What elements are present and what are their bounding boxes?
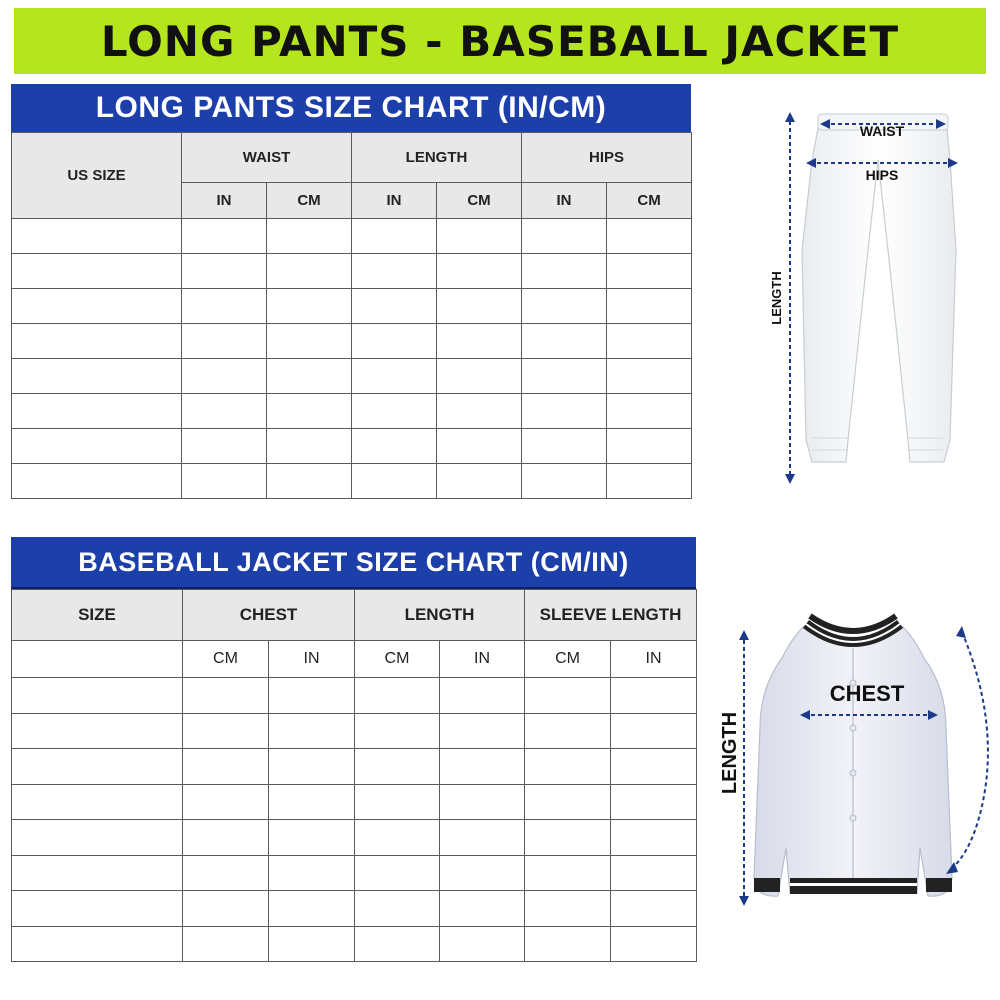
value-cell [182,359,267,394]
value-cell [269,784,355,820]
unit-header: IN [182,183,267,219]
value-cell [437,359,522,394]
table-row [12,926,697,962]
pants-table-body [12,219,692,499]
value-cell [607,324,692,359]
value-cell [522,254,607,289]
value-cell [183,784,269,820]
table-row [12,429,692,464]
value-cell [355,926,440,962]
value-cell [267,429,352,464]
chest-label: CHEST [829,681,905,706]
table-row [12,891,697,927]
pants-chart-title: LONG PANTS SIZE CHART (IN/CM) [11,84,691,132]
value-cell [440,784,525,820]
banner-title: LONG PANTS - BASEBALL JACKET [100,16,900,66]
value-cell [352,289,437,324]
size-cell [12,254,182,289]
value-cell [522,324,607,359]
value-cell [437,289,522,324]
value-cell [182,394,267,429]
value-cell [611,749,697,785]
value-cell [267,394,352,429]
value-cell [355,891,440,927]
unit-header: CM [437,183,522,219]
value-cell [352,394,437,429]
value-cell [437,324,522,359]
table-row [12,394,692,429]
value-cell [182,324,267,359]
unit-header: CM [525,641,611,678]
value-cell [352,464,437,499]
arrow-down-icon [739,896,749,906]
value-cell [352,429,437,464]
table-row [12,713,697,749]
value-cell [437,254,522,289]
table-row [12,678,697,714]
value-cell [611,855,697,891]
value-cell [440,855,525,891]
arrow-up-icon [785,112,795,122]
value-cell [440,713,525,749]
value-cell [355,749,440,785]
value-cell [437,394,522,429]
value-cell [267,289,352,324]
size-cell [12,324,182,359]
value-cell [183,926,269,962]
size-cell [12,713,183,749]
value-cell [607,464,692,499]
value-cell [440,820,525,856]
value-cell [182,464,267,499]
value-cell [611,820,697,856]
size-cell [12,359,182,394]
value-cell [611,784,697,820]
unit-header: IN [611,641,697,678]
jacket-size-header: SIZE [12,590,183,641]
arrow-up-icon [739,630,749,640]
value-cell [267,324,352,359]
value-cell [611,678,697,714]
unit-header: CM [183,641,269,678]
value-cell [267,359,352,394]
size-cell [12,820,183,856]
table-row [12,219,692,254]
value-cell [269,749,355,785]
jacket-figure [712,598,997,918]
size-cell [12,429,182,464]
value-cell [437,429,522,464]
unit-header: IN [522,183,607,219]
value-cell [522,394,607,429]
table-row [12,359,692,394]
size-cell [12,855,183,891]
value-cell [355,713,440,749]
value-cell [183,891,269,927]
value-cell [267,219,352,254]
value-cell [525,820,611,856]
table-row [12,749,697,785]
table-row [12,254,692,289]
value-cell [440,678,525,714]
size-cell [12,289,182,324]
value-cell [525,784,611,820]
value-cell [437,464,522,499]
value-cell [440,749,525,785]
size-cell [12,219,182,254]
value-cell [611,713,697,749]
jacket-chest-header: CHEST [183,590,355,641]
value-cell [355,855,440,891]
value-cell [352,219,437,254]
value-cell [355,678,440,714]
arrow-down-icon [785,474,795,484]
jacket-length-label: LENGTH [719,711,741,795]
value-cell [607,289,692,324]
table-row [12,855,697,891]
value-cell [183,678,269,714]
size-cell [12,464,182,499]
value-cell [267,464,352,499]
value-cell [183,820,269,856]
size-cell [12,784,183,820]
value-cell [269,926,355,962]
unit-header: IN [352,183,437,219]
unit-header: CM [355,641,440,678]
jacket-sleeve-header: SLEEVE LENGTH [525,590,697,641]
value-cell [269,855,355,891]
pants-hips-header: HIPS [522,133,692,183]
value-cell [182,254,267,289]
value-cell [607,359,692,394]
waist-label: WAIST [859,123,905,139]
value-cell [182,219,267,254]
size-cell [12,926,183,962]
pants-length-label: LENGTH [769,271,784,325]
jacket-table-body [12,678,697,962]
value-cell [269,891,355,927]
value-cell [440,891,525,927]
pants-length-header: LENGTH [352,133,522,183]
table-row [12,324,692,359]
value-cell [525,855,611,891]
table-row [12,289,692,324]
table-row [12,820,697,856]
value-cell [355,784,440,820]
value-cell [607,219,692,254]
value-cell [522,289,607,324]
value-cell [525,713,611,749]
value-cell [525,678,611,714]
value-cell [611,891,697,927]
sleeve-measure-line [950,632,988,870]
size-cell [12,749,183,785]
value-cell [522,359,607,394]
pants-size-table [11,132,692,499]
hips-label: HIPS [865,167,899,183]
arrow-up-icon [956,626,966,638]
pants-waist-header: WAIST [182,133,352,183]
value-cell [522,429,607,464]
value-cell [355,820,440,856]
value-cell [183,749,269,785]
value-cell [183,713,269,749]
pants-figure [760,100,990,490]
unit-header: IN [269,641,355,678]
page-banner [14,8,986,74]
value-cell [522,219,607,254]
value-cell [352,359,437,394]
value-cell [525,749,611,785]
value-cell [607,394,692,429]
value-cell [611,926,697,962]
jacket-length-header: LENGTH [355,590,525,641]
value-cell [267,254,352,289]
value-cell [607,429,692,464]
table-row [12,464,692,499]
unit-header: IN [440,641,525,678]
jacket-chart-title: BASEBALL JACKET SIZE CHART (CM/IN) [11,537,696,587]
unit-header: CM [267,183,352,219]
arrow-right-icon [948,158,958,168]
value-cell [525,891,611,927]
value-cell [182,289,267,324]
size-cell [12,394,182,429]
value-cell [607,254,692,289]
size-cell [12,891,183,927]
pants-size-header: US SIZE [12,133,182,219]
jacket-size-table [11,589,697,962]
value-cell [183,855,269,891]
size-cell [12,678,183,714]
value-cell [352,254,437,289]
empty-cell [12,641,183,678]
value-cell [437,219,522,254]
value-cell [440,926,525,962]
value-cell [269,678,355,714]
table-row [12,784,697,820]
value-cell [182,429,267,464]
value-cell [522,464,607,499]
value-cell [352,324,437,359]
value-cell [269,820,355,856]
value-cell [525,926,611,962]
unit-header: CM [607,183,692,219]
value-cell [269,713,355,749]
